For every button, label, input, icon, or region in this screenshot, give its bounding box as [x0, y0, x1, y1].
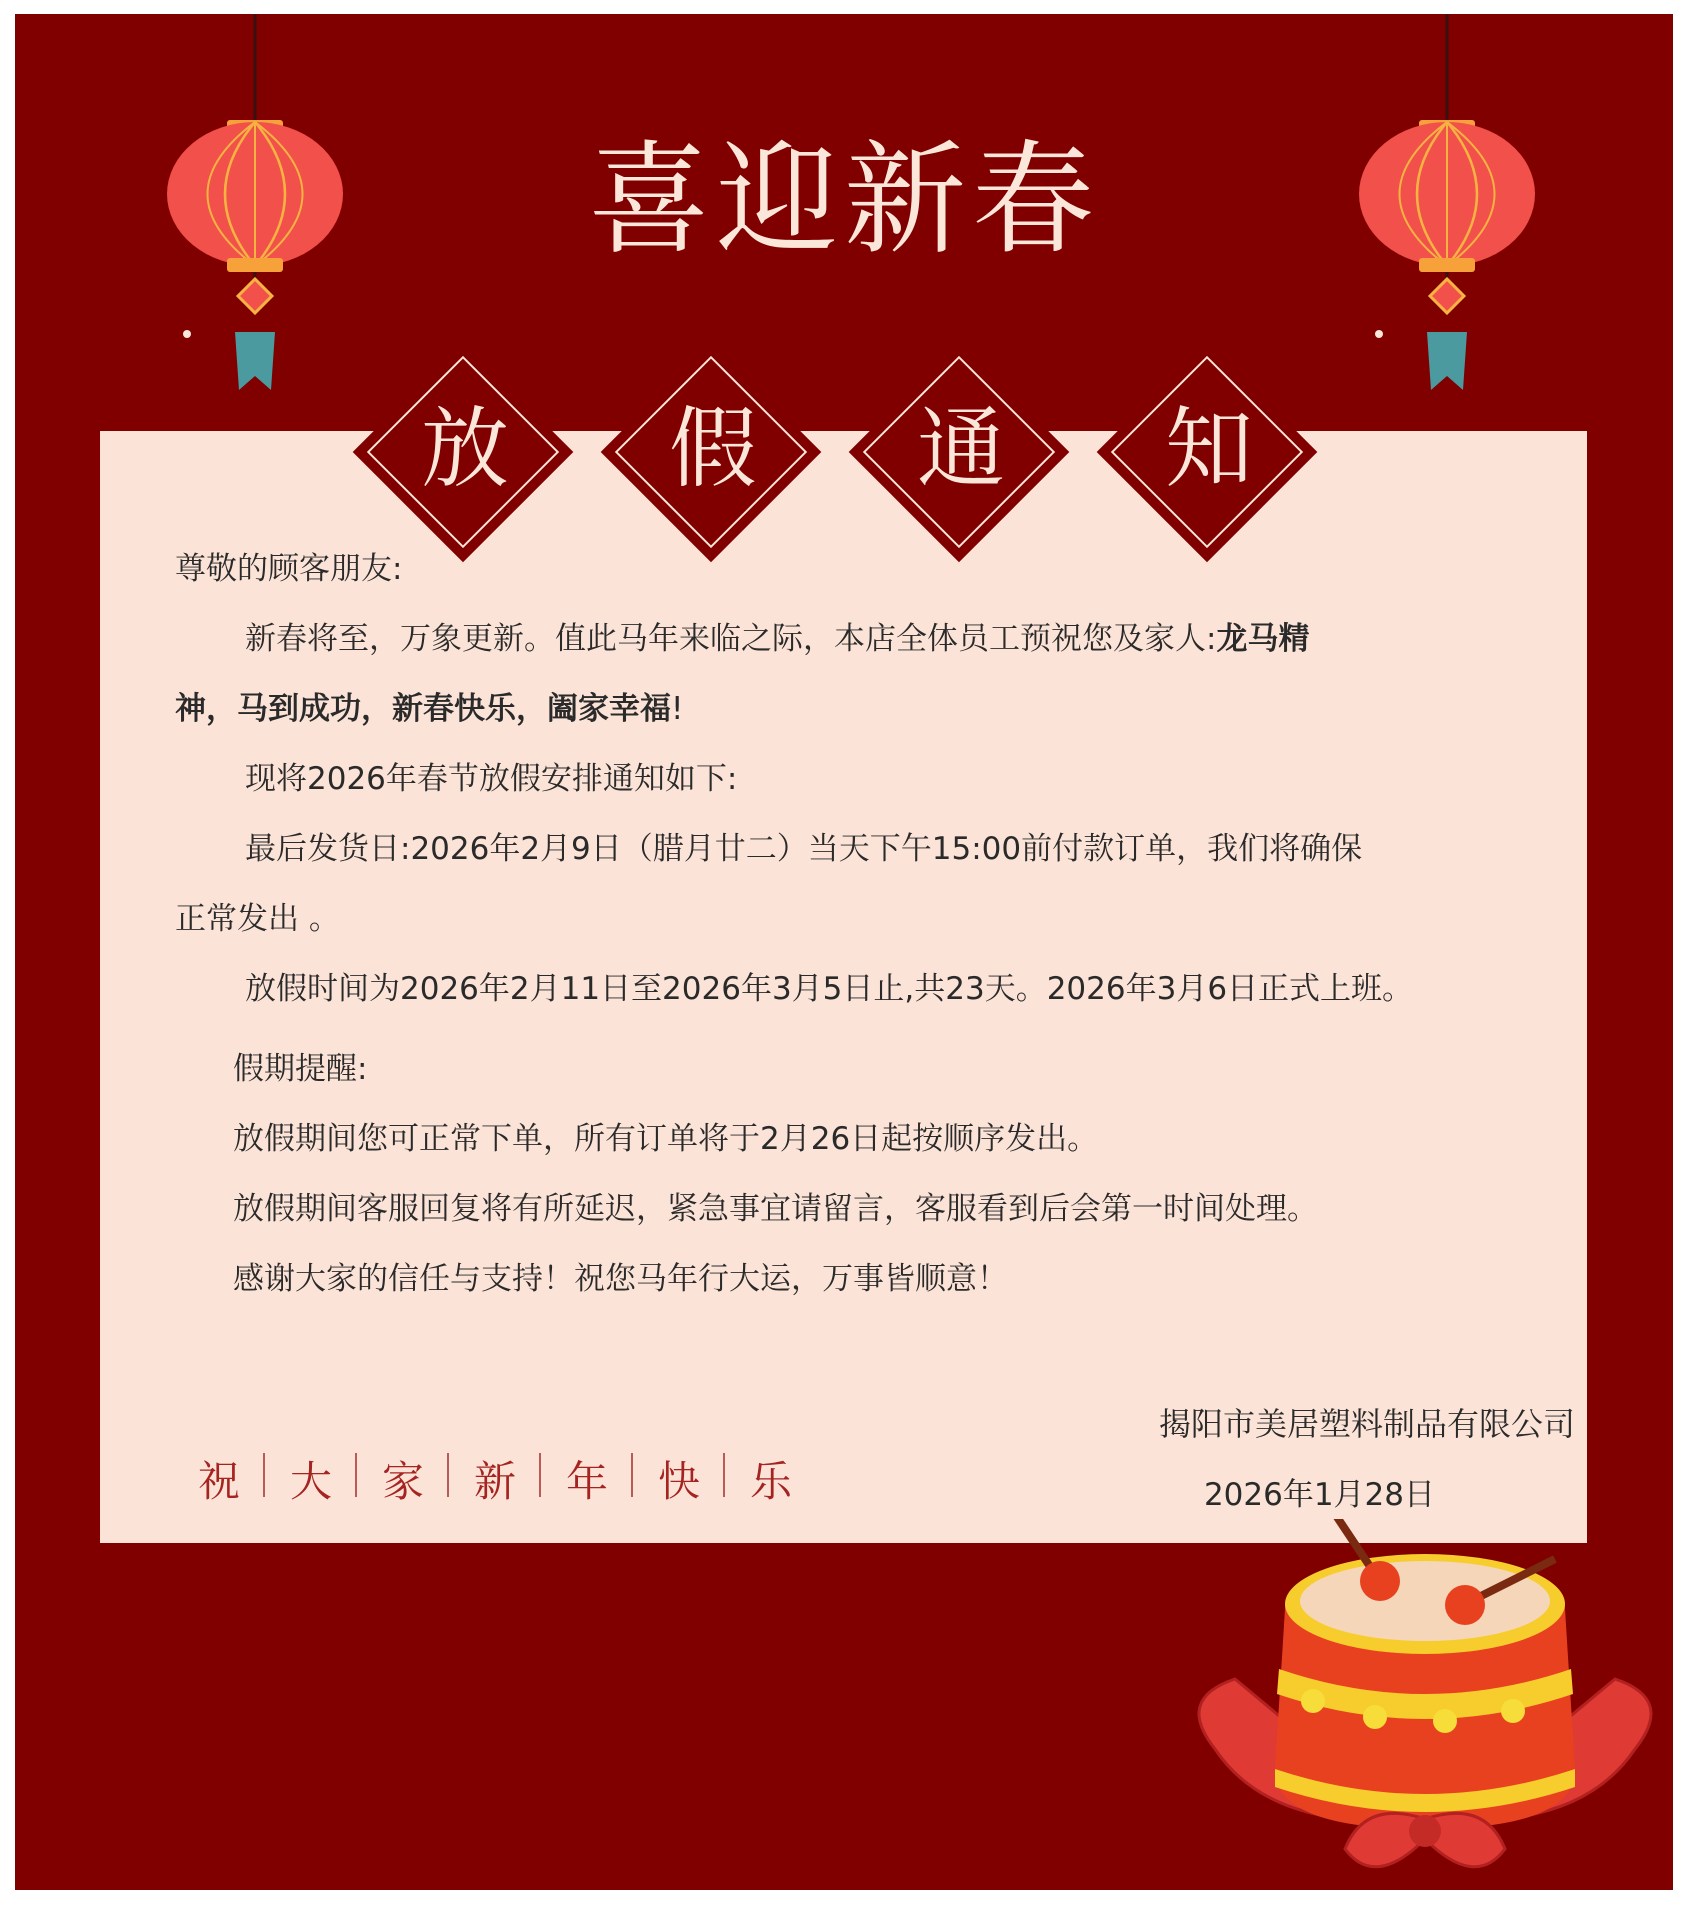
- reminder-item: 放假期间客服回复将有所延迟，紧急事宜请留言，客服看到后会第一时间处理。: [233, 1191, 1318, 1227]
- last-ship-line-1: 最后发货日:2026年2月9日（腊月廿二）当天下午15:00前付款订单，我们将确保: [245, 831, 1363, 867]
- company-name: 揭阳市美居塑料制品有限公司: [1158, 1405, 1575, 1443]
- blessing: [173, 1449, 817, 1509]
- notice-char: 放: [420, 397, 509, 500]
- drum-icon: [1175, 1519, 1673, 1889]
- blessing-char: 乐: [749, 1457, 792, 1506]
- blessing-char: 快: [633, 1449, 725, 1509]
- blessing-char: 大: [265, 1449, 357, 1509]
- intro-bold-b: 神，马到成功，新春快乐，阖家幸福: [175, 691, 671, 727]
- notice-char: 通: [916, 397, 1005, 500]
- blessing-char: 祝: [173, 1449, 265, 1509]
- blessing-char: 新: [449, 1449, 541, 1509]
- holiday-period: 放假时间为2026年2月11日至2026年3月5日止,共23天。2026年3月6日正式上班。: [245, 971, 1414, 1007]
- notice-diamond: [1099, 344, 1319, 564]
- reminder-item: 放假期间您可正常下单，所有订单将于2月26日起按顺序发出。: [233, 1121, 1099, 1157]
- notice-diamond: [603, 344, 823, 564]
- greeting: 尊敬的顾客朋友:: [175, 551, 403, 587]
- intro-tail: !: [671, 691, 684, 727]
- notice-diamond: [355, 344, 575, 564]
- notice-char: 假: [668, 397, 757, 500]
- schedule-intro: 现将2026年春节放假安排通知如下:: [245, 761, 738, 797]
- last-ship-line-2: 正常发出 。: [175, 901, 340, 937]
- notice-date: 2026年1月28日: [1203, 1477, 1435, 1513]
- notice-diamond: [851, 344, 1071, 564]
- intro-lead: 新春将至，万象更新。值此马年来临之际，本店全体员工预祝您及家人:: [245, 621, 1217, 657]
- intro-line-2: [175, 674, 683, 744]
- reminder-heading: 假期提醒:: [233, 1051, 368, 1087]
- poster: [15, 14, 1673, 1890]
- intro-line-1: [245, 604, 1309, 674]
- notice-char: 知: [1164, 397, 1253, 500]
- reminder-item: 感谢大家的信任与支持！祝您马年行大运，万事皆顺意！: [233, 1261, 1008, 1297]
- page-title: 喜迎新春: [588, 129, 1100, 271]
- blessing-char: 家: [357, 1449, 449, 1509]
- intro-bold-a: 龙马精: [1216, 621, 1310, 657]
- blessing-char: 年: [541, 1449, 633, 1509]
